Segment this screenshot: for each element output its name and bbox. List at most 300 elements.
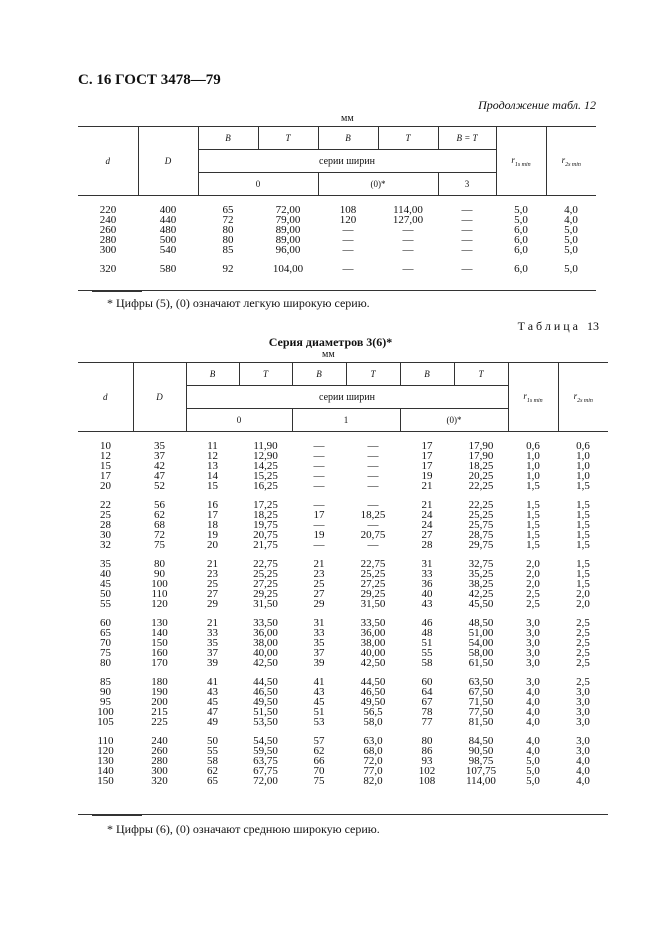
table-cell: 4,0 [576,755,590,767]
header-B: B [186,363,239,386]
table-cell: 46,50 [253,686,278,698]
table-cell: 42,50 [253,657,278,669]
table-cell: 500 [159,234,177,246]
table-cell: 75 [313,775,325,787]
header-T: T [258,127,318,150]
table-cell: 71,50 [468,696,494,708]
table-cell: 68 [154,519,165,531]
table-cell: — [313,440,325,452]
table-cell: 65 [207,775,218,787]
table-cell: 300 [151,765,168,777]
table-cell: 23 [313,568,325,580]
table-row [78,717,608,727]
table-cell: 22,25 [468,480,494,492]
table-cell: 67,75 [253,765,278,777]
table-cell: 114,00 [393,204,423,216]
table-cell: 50 [207,735,218,747]
table-cell: 1,5 [526,519,540,531]
table-row [78,658,608,668]
table-13-bottom-rule [78,814,608,815]
table-cell: 36,00 [360,627,386,639]
table-cell: 27,25 [360,578,386,590]
table-cell: — [313,499,325,511]
table-cell: 130 [151,617,168,629]
table-cell: 45 [313,696,325,708]
table-cell: — [461,204,473,216]
table-cell: 61,50 [468,657,494,669]
table-cell: 24 [421,509,433,521]
table-cell: — [342,224,354,236]
table-cell: 72,00 [275,204,301,216]
header-series-3: 3 [438,173,496,196]
table-cell: 29 [207,598,218,610]
table-cell: 38,25 [468,578,494,590]
table-cell: — [367,539,379,551]
table-cell: 32,75 [468,558,494,570]
table-cell: 35 [100,558,111,570]
table-cell: 41 [313,676,325,688]
table-cell: 85 [100,676,111,688]
table-cell: 64 [421,686,433,698]
table-cell: 25 [207,578,218,590]
table-cell: 215 [151,706,168,718]
table-cell: 10 [100,440,111,452]
table-cell: 32 [100,539,111,551]
table-cell: 79,00 [275,214,301,226]
table-cell: 95 [100,696,111,708]
table-cell: 33 [313,627,325,639]
table-cell: 63,75 [253,755,278,767]
table-cell: 6,0 [514,263,528,275]
table-cell: 17 [100,470,111,482]
table-cell: 51,00 [468,627,494,639]
table-cell: 17,25 [253,499,278,511]
table-cell: 160 [151,647,168,659]
table-cell: 0,6 [576,440,590,452]
table-cell: 66 [313,755,325,767]
table-cell: 3,0 [526,647,540,659]
table-cell: 35 [313,637,325,649]
table-cell: 11,90 [253,440,278,452]
table-cell: 22,75 [253,558,278,570]
table-cell: 72,00 [253,775,278,787]
table-cell: 2,5 [576,657,590,669]
table-12-footnote: * Цифры (5), (0) означают легкую широкую серию. [107,296,370,310]
table-cell: 4,0 [576,765,590,777]
table-cell: 25,25 [468,509,494,521]
table-cell: 62 [207,765,218,777]
table-cell: 18,25 [468,460,494,472]
table-cell: 225 [151,716,168,728]
table-cell: 29 [313,598,325,610]
header-series-0: 0 [198,173,318,196]
table-cell: 37 [207,647,218,659]
table-cell: — [402,234,414,246]
table-cell: 98,75 [468,755,494,767]
table-cell: 440 [159,214,177,226]
table-cell: 35 [154,440,165,452]
table-cell: 5,0 [564,234,578,246]
table-cell: 16,25 [253,480,278,492]
table-cell: 480 [159,224,177,236]
table-cell: 17,90 [468,450,494,462]
table-row [78,540,608,550]
table-cell: 120 [97,745,114,757]
table-cell: 2,5 [576,676,590,688]
table-cell: 260 [151,745,168,757]
header-series-0: 0 [186,409,292,432]
table-cell: 280 [99,234,117,246]
table-cell: 18,25 [253,509,278,521]
table-cell: 2,0 [526,578,540,590]
table-cell: 1,5 [526,529,540,541]
table-cell: 130 [97,755,114,767]
table-cell: 54,00 [468,637,494,649]
table-cell: 90 [100,686,111,698]
table-cell: 45 [207,696,218,708]
table-cell: 3,0 [576,745,590,757]
table-cell: 62 [313,745,325,757]
table-cell: 57 [313,735,325,747]
table-cell: 80 [222,224,234,236]
table-cell: 2,5 [576,647,590,659]
table-cell: 3,0 [526,657,540,669]
table-cell: 4,0 [526,745,540,757]
table-cell: 17 [421,450,433,462]
table-cell: 27 [313,588,325,600]
table-cell: 21,75 [253,539,278,551]
table-cell: 62 [154,509,165,521]
table-cell: 77 [421,716,433,728]
header-r2: $r_{2s min}$ [558,363,608,432]
table-cell: 70 [100,637,111,649]
table-12 [78,126,596,274]
table-cell: 65 [222,204,234,216]
table-cell: 120 [339,214,357,226]
table-cell: 102 [418,765,436,777]
table-cell: 1,0 [576,470,590,482]
table-cell: 1,5 [576,480,590,492]
table-cell: 105 [97,716,114,728]
header-d: d [78,363,133,432]
table-cell: 12,90 [253,450,278,462]
table-cell: 16 [207,499,218,511]
table-cell: 28,75 [468,529,494,541]
table-cell: 42 [154,460,165,472]
table-cell: 44,50 [360,676,386,688]
table-cell: 42,25 [468,588,494,600]
table-cell: 2,5 [576,637,590,649]
table-cell: 31 [421,558,433,570]
table-cell: 2,5 [576,627,590,639]
table-cell: 49 [207,716,218,728]
table-cell: 127,00 [392,214,424,226]
table-cell: 68,0 [363,745,383,757]
table-cell: 25,25 [253,568,278,580]
table-13-label: Таблица 13 [517,319,599,333]
table-cell: 21 [421,480,433,492]
table-cell: 17 [421,440,433,452]
table-cell: 82,0 [363,775,383,787]
table-cell: — [313,519,325,531]
table-cell: 21 [207,558,218,570]
table-cell: — [461,263,473,275]
header-r2: $r_{2s min}$ [546,127,596,196]
table-cell: 1,5 [576,578,590,590]
table-cell: 4,0 [564,204,578,216]
table-cell: 81,50 [468,716,494,728]
table-cell: 3,0 [526,676,540,688]
table-cell: 77,50 [468,706,494,718]
table-cell: 54,50 [253,735,278,747]
table-cell: 240 [99,214,117,226]
table-13-units: мм [322,349,335,360]
table-cell: 42,50 [360,657,386,669]
table-cell: 1,5 [576,509,590,521]
header-B: B [400,363,454,386]
table-cell: 93 [421,755,433,767]
table-cell: 51 [421,637,433,649]
header-width-series: серии ширин [186,386,508,409]
table-cell: 320 [99,263,117,275]
units-label: мм [341,113,354,124]
header-width-series: серии ширин [198,150,496,173]
table-cell: 0,6 [526,440,540,452]
table-cell: 14 [207,470,218,482]
table-cell: 1,5 [576,519,590,531]
table-cell: 29,75 [468,539,494,551]
table-cell: 24 [421,519,433,531]
table-cell: 47 [207,706,218,718]
table-cell: 30 [100,529,111,541]
table-cell: 25,75 [468,519,494,531]
table-cell: 5,0 [526,755,540,767]
table-cell: 114,00 [466,775,496,787]
table-cell: 1,5 [526,539,540,551]
table-cell: 400 [159,204,177,216]
table-cell: 4,0 [526,735,540,747]
table-cell: 280 [151,755,168,767]
table-cell: 108 [339,204,357,216]
table-cell: 17,90 [468,440,494,452]
table-cell: 29,25 [253,588,278,600]
table-cell: 240 [151,735,168,747]
table-cell: 22,25 [468,499,494,511]
table-cell: 28 [421,539,433,551]
table-cell: 63,50 [468,676,494,688]
table-cell: 180 [151,676,168,688]
table-cell: 67 [421,696,433,708]
table-cell: 5,0 [526,765,540,777]
table-row [78,776,608,786]
table-cell: 20 [207,539,218,551]
table-cell: 40,00 [360,647,386,659]
table-cell: 89,00 [275,234,301,246]
table-cell: 51 [313,706,325,718]
table-cell: 92 [222,263,234,275]
table-cell: 53 [313,716,325,728]
table-cell: 43 [207,686,218,698]
table-cell: 1,0 [526,460,540,472]
table-cell: 580 [159,263,177,275]
table-cell: 63,0 [363,735,383,747]
table-cell: 12 [100,450,111,462]
table-cell: 58 [421,657,433,669]
table-cell: 3,0 [576,716,590,728]
table-cell: 21 [207,617,218,629]
table-cell: 260 [99,224,117,236]
table-cell: 38,00 [253,637,278,649]
table-cell: 31 [313,617,325,629]
table-cell: 72 [154,529,165,541]
table-cell: 5,0 [564,244,578,256]
table-cell: 37 [154,450,165,462]
table-cell: 3,0 [576,735,590,747]
table-cell: 84,50 [468,735,494,747]
table-cell: — [313,539,325,551]
table-cell: 56 [154,499,165,511]
table-cell: 6,0 [514,244,528,256]
header-T: T [454,363,508,386]
table-cell: 52 [154,480,165,492]
table-cell: 40 [100,568,111,580]
header-series-0-star: (0)* [400,409,508,432]
table-cell: 110 [97,735,114,747]
table-cell: 56,5 [363,706,383,718]
table-cell: 1,5 [526,509,540,521]
table-cell: — [342,244,354,256]
table-cell: 80 [421,735,433,747]
table-cell: 20,25 [468,470,494,482]
table-cell: 4,0 [526,686,540,698]
table-13 [78,362,608,786]
table-cell: 17 [207,509,218,521]
header-T: T [239,363,292,386]
table-cell: 25,25 [360,568,386,580]
table-cell: 5,0 [564,263,578,275]
table-cell: — [461,214,473,226]
table-cell: 100 [97,706,114,718]
table-12-bottom-rule [78,290,596,291]
table-cell: 15 [100,460,111,472]
table-cell: 4,0 [564,214,578,226]
table-cell: 36 [421,578,433,590]
table-cell: — [367,450,379,462]
table-cell: 27,25 [253,578,278,590]
header-D: D [133,363,186,432]
table-cell: 41 [207,676,218,688]
table-cell: 6,0 [514,234,528,246]
table-cell: 100 [151,578,168,590]
table-cell: — [367,470,379,482]
table-cell: 58,00 [468,647,494,659]
table-cell: 140 [97,765,114,777]
table-cell: 55 [207,745,218,757]
table-cell: 72,0 [363,755,383,767]
table-cell: 33 [207,627,218,639]
header-d: d [78,127,138,196]
table-cell: 90,50 [468,745,494,757]
table-cell: 43 [421,598,433,610]
table-cell: — [367,460,379,472]
table-cell: 220 [99,204,117,216]
table-cell: 19 [313,529,325,541]
header-series-0-star: (0)* [318,173,438,196]
table-cell: 23 [207,568,218,580]
header-r1: $r_{1s min}$ [496,127,546,196]
table-cell: 1,5 [576,558,590,570]
table-cell: 19 [421,470,433,482]
table-cell: 49,50 [360,696,386,708]
table-cell: 17 [313,509,325,521]
table-cell: — [461,244,473,256]
table-cell: 110 [151,588,168,600]
table-cell: 21 [421,499,433,511]
table-cell: 25 [100,509,111,521]
table-cell: 200 [151,696,168,708]
header-B: B [198,127,258,150]
table-cell: 53,50 [253,716,278,728]
table-cell: 60 [421,676,433,688]
table-cell: 2,0 [576,588,590,600]
table-cell: 3,0 [576,706,590,718]
table-cell: 60 [100,617,111,629]
table-cell: 2,5 [526,588,540,600]
table-cell: 12 [207,450,218,462]
table-cell: 67,50 [468,686,494,698]
table-cell: 40,00 [253,647,278,659]
table-cell: 25 [313,578,325,590]
table-cell: 22,75 [360,558,386,570]
table-cell: 80 [222,234,234,246]
table-cell: 22 [100,499,111,511]
table-cell: 540 [159,244,177,256]
table-cell: 19,75 [253,519,278,531]
table-row [78,245,596,255]
table-cell: — [313,480,325,492]
table-cell: 19 [207,529,218,541]
table-cell: 5,0 [514,204,528,216]
table-cell: 1,0 [576,460,590,472]
table-cell: 15,25 [253,470,278,482]
table-cell: — [367,440,379,452]
header-series-1: 1 [292,409,400,432]
table-cell: 45,50 [468,598,494,610]
table-cell: 11 [207,440,218,452]
table-cell: 33,50 [253,617,278,629]
table-cell: 47 [154,470,165,482]
table-cell: 36,00 [253,627,278,639]
table-cell: 1,0 [526,450,540,462]
table-cell: 2,0 [576,598,590,610]
table-cell: 1,0 [576,450,590,462]
table-cell: 20,75 [253,529,278,541]
table-cell: 33 [421,568,433,580]
table-cell: 21 [313,558,325,570]
table-cell: — [367,519,379,531]
table-cell: 75 [100,647,111,659]
table-cell: 35,25 [468,568,494,580]
table-row [78,599,608,609]
table-cell: 190 [151,686,168,698]
table-cell: 2,5 [526,598,540,610]
table-cell: 2,0 [526,568,540,580]
header-D: D [138,127,198,196]
table-cell: 3,0 [526,617,540,629]
table-cell: 4,0 [526,696,540,708]
table-cell: 46 [421,617,433,629]
header-T: T [346,363,400,386]
